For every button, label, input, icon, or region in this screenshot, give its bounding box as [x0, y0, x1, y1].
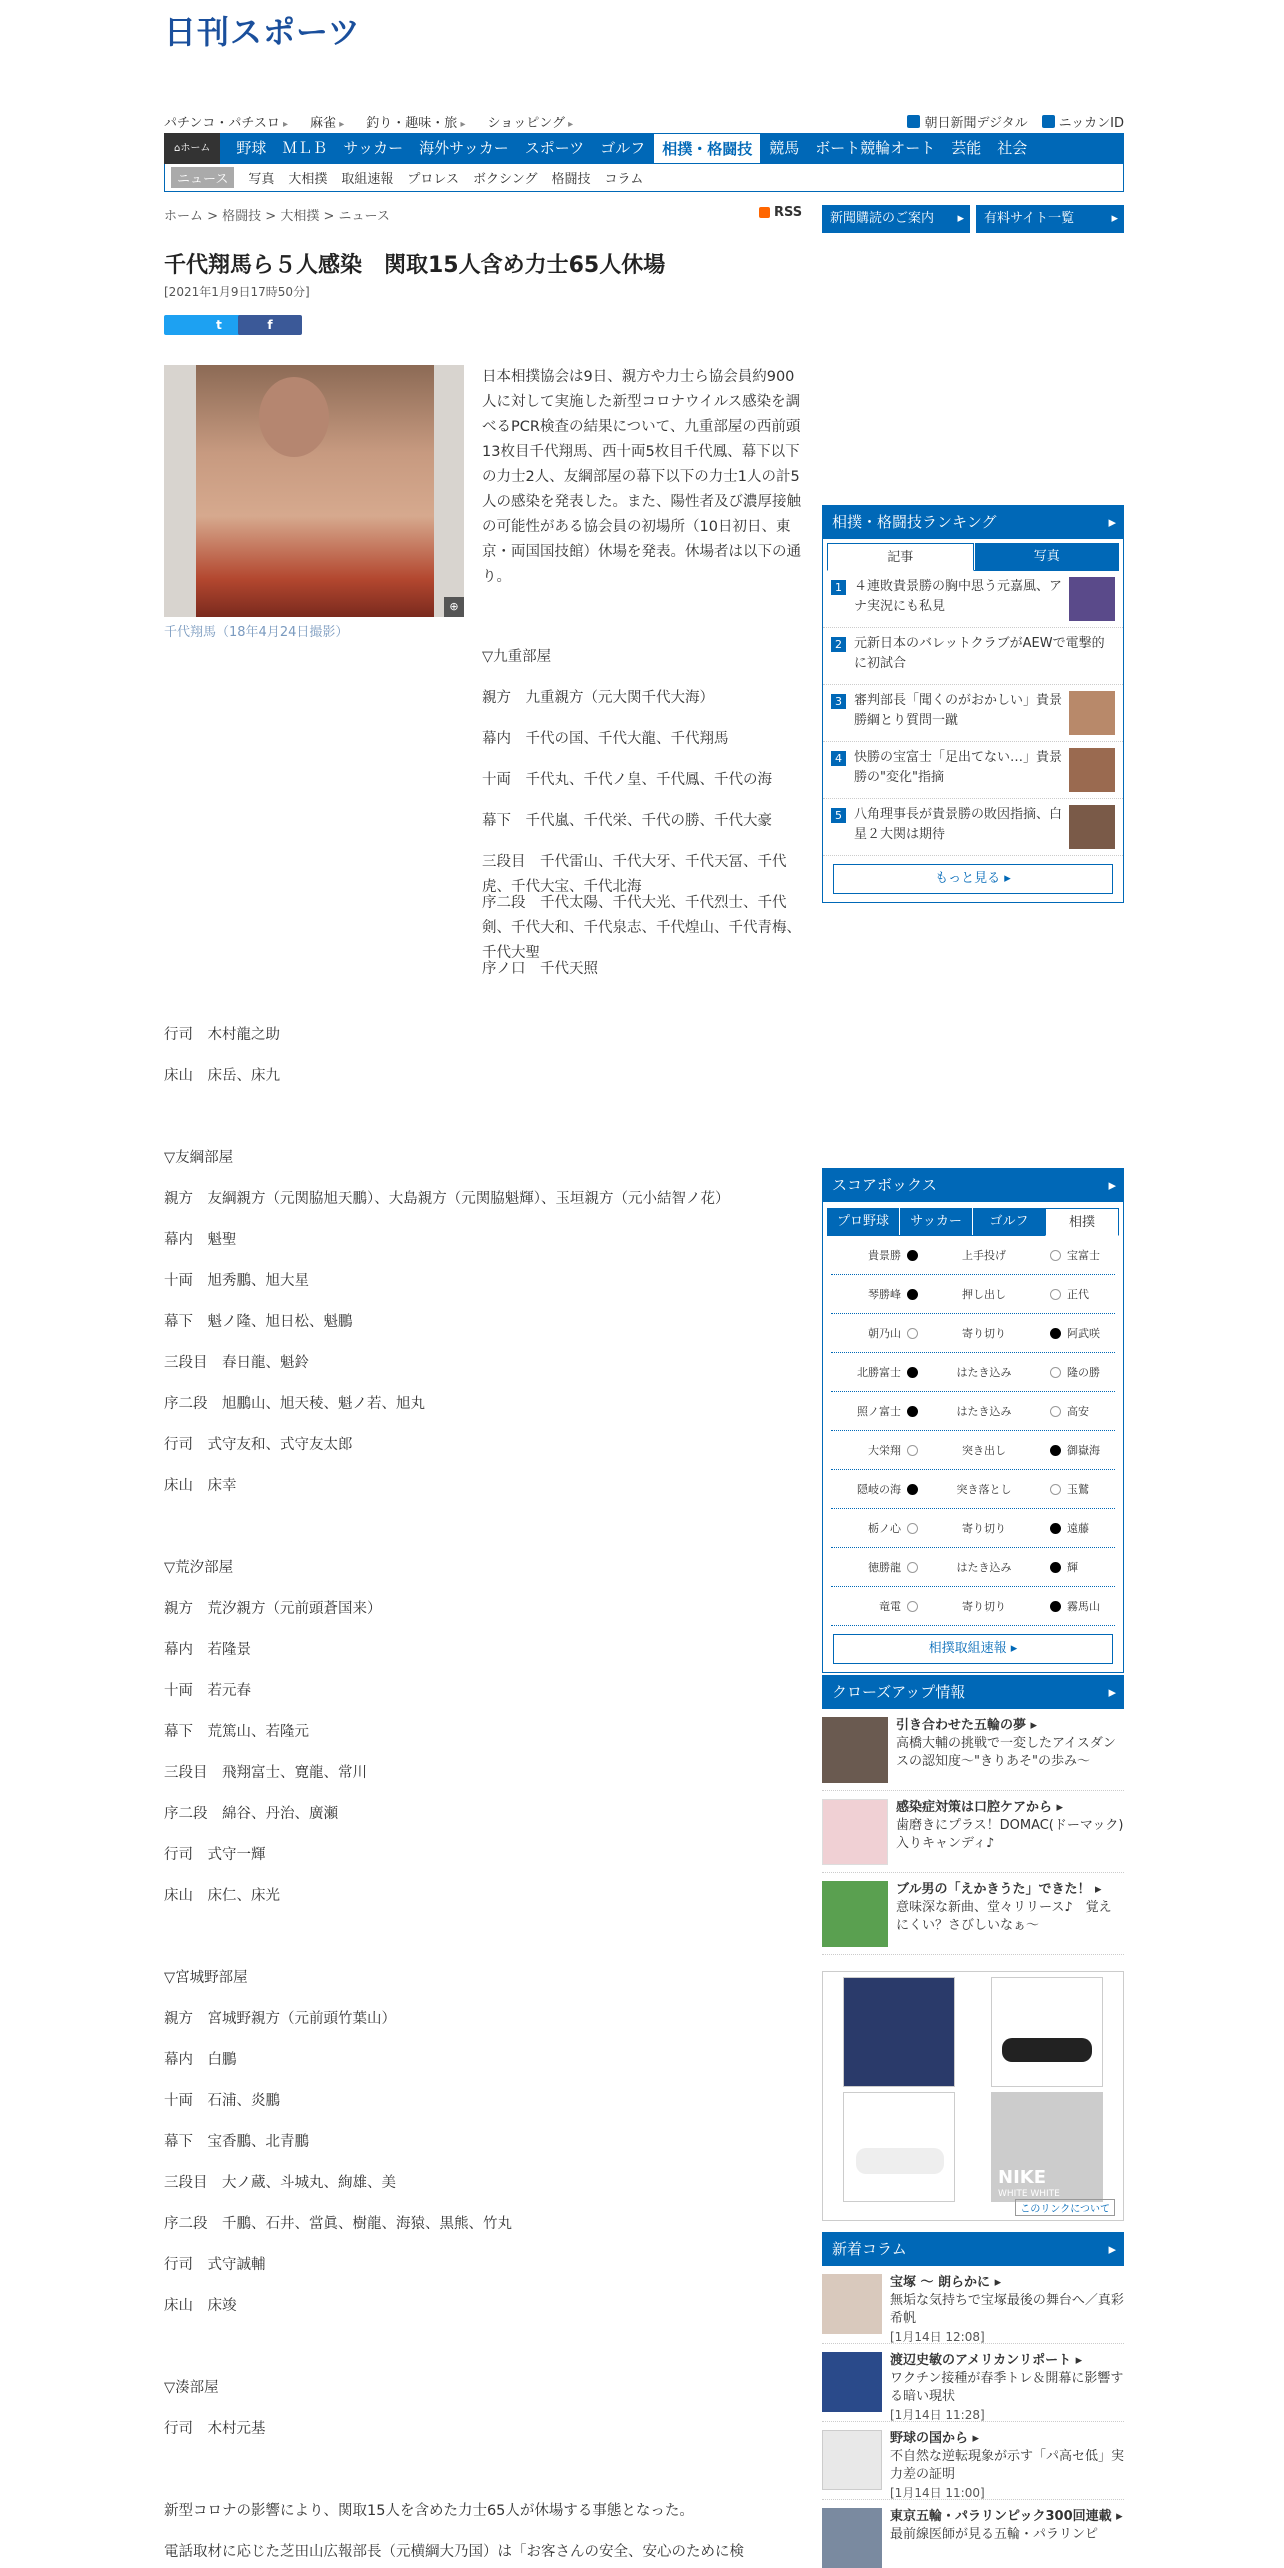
subnav-item[interactable]: プロレス [407, 172, 460, 187]
article-paragraph: 三段目 飛翔富士、寛龍、常川 [164, 1765, 367, 1781]
scorebox-title: スコアボックス ▸ [822, 1168, 1124, 1202]
result-dot-icon [907, 1367, 918, 1378]
id-icon [1042, 115, 1055, 128]
closeup-item[interactable]: ブル男の「えかきうた」できた！ ▸ 意味深な新曲、堂々リリース♪ 覚えにくい？さびしいなぁ～ [822, 1873, 1124, 1955]
result-dot-icon [1050, 1289, 1061, 1300]
nav-item[interactable]: サッカー [343, 139, 404, 157]
article-paragraph: 十両 千代丸、千代ノ皇、千代鳳、千代の海 [482, 772, 772, 788]
tab-soccer[interactable]: サッカー [899, 1208, 972, 1235]
subnav-item[interactable]: 大相撲 [288, 172, 328, 187]
east-wrestler: 朝乃山 [868, 1327, 901, 1340]
result-dot-icon [907, 1406, 918, 1417]
ranking-item[interactable]: 2 元新日本のバレットクラブがAEWで電撃的に初試合 [823, 628, 1123, 685]
article-paragraph: 幕下 荒篤山、若隆元 [164, 1724, 309, 1740]
result-dot-icon [907, 1250, 918, 1261]
article-paragraph: 行司 式守一輝 [164, 1847, 266, 1863]
bout-row[interactable] [831, 1509, 1115, 1548]
kimarite: 突き出し [962, 1444, 1006, 1457]
east-wrestler: 照ノ富士 [857, 1405, 901, 1418]
util-link[interactable]: 釣り・趣味・旅 ▸ [366, 112, 465, 131]
east-wrestler: 琴勝峰 [868, 1288, 901, 1301]
article-paragraph: 十両 旭秀鵬、旭大星 [164, 1273, 309, 1289]
article-paragraph: ▽友綱部屋 [164, 1150, 234, 1166]
east-wrestler: 大栄翔 [868, 1444, 901, 1457]
closeup-item[interactable]: 感染症対策は口腔ケアから ▸ 歯磨きにプラス！DOMAC(ドーマック)入りキャンディ♪ [822, 1791, 1124, 1873]
column-item[interactable]: 宝塚 ～ 朗らかに ▸ 無垢な気持ちで宝塚最後の舞台へ／真彩希帆 [1月14日 12:08] [822, 2266, 1124, 2344]
result-dot-icon [1050, 1250, 1061, 1261]
result-dot-icon [1050, 1562, 1061, 1573]
site-logo[interactable]: 日刊スポーツ [164, 13, 361, 51]
nav-item[interactable]: 社会 [997, 139, 1028, 157]
article-paragraph: 幕内 白鵬 [164, 2052, 237, 2068]
article-paragraph: ▽宮城野部屋 [164, 1970, 248, 1986]
article-paragraph: ▽九重部屋 [482, 649, 552, 665]
tab-golf[interactable]: ゴルフ [972, 1208, 1045, 1235]
article-paragraph: 幕内 若隆景 [164, 1642, 251, 1658]
subnav-item[interactable]: 格闘技 [551, 172, 591, 187]
article-paragraph: 幕下 魁ノ隆、旭日松、魁鵬 [164, 1314, 353, 1330]
kimarite: はたき込み [956, 1561, 1012, 1574]
kimarite: 突き落とし [956, 1483, 1012, 1496]
ranking-title[interactable]: 相撲・格闘技ランキング ▸ [822, 505, 1124, 539]
article-paragraph: 行司 式守友和、式守友太郎 [164, 1437, 353, 1453]
article-paragraph: 床山 床仁、床光 [164, 1888, 280, 1904]
article-paragraph: 親方 荒汐親方（元前頭蒼国来） [164, 1601, 382, 1617]
nav-item[interactable]: 野球 [236, 139, 267, 157]
west-wrestler: 隆の勝 [1067, 1366, 1100, 1379]
nav-item[interactable]: ゴルフ [600, 139, 646, 157]
kimarite: 寄り切り [962, 1522, 1006, 1535]
nav-item-active[interactable]: 相撲・格闘技 [653, 133, 761, 164]
closeup-title: クローズアップ情報 ▸ [822, 1675, 1124, 1709]
west-wrestler: 遠藤 [1067, 1522, 1089, 1535]
east-wrestler: 栃ノ心 [868, 1522, 901, 1535]
kimarite: 押し出し [962, 1288, 1006, 1301]
article-paragraph: 三段目 大ノ蔵、斗城丸、絢雄、美 [164, 2175, 396, 2191]
util-link[interactable]: パチンコ・パチスロ ▸ [164, 112, 288, 131]
result-dot-icon [907, 1562, 918, 1573]
sumo-results-button[interactable]: 相撲取組速報 ▸ [833, 1634, 1113, 1664]
article-paragraph: 行司 木村龍之助 [164, 1027, 280, 1043]
nav-item[interactable]: 海外サッカー [419, 139, 509, 157]
bout-row[interactable] [831, 1353, 1115, 1392]
columns-title[interactable]: 新着コラム ▸ [822, 2232, 1124, 2266]
article-paragraph: 幕内 魁聖 [164, 1232, 237, 1248]
kimarite: はたき込み [956, 1405, 1012, 1418]
result-dot-icon [1050, 1367, 1061, 1378]
west-wrestler: 宝富士 [1067, 1249, 1100, 1262]
result-dot-icon [1050, 1601, 1061, 1612]
east-wrestler: 竜電 [879, 1600, 901, 1613]
west-wrestler: 霧馬山 [1067, 1600, 1100, 1613]
article-paragraph: 三段目 春日龍、魁鈴 [164, 1355, 309, 1371]
bout-row[interactable] [831, 1470, 1115, 1509]
result-dot-icon [907, 1484, 918, 1495]
article-paragraph: ▽荒汐部屋 [164, 1560, 234, 1576]
closeup-item[interactable]: 引き合わせた五輪の夢 ▸ 高橋大輔の挑戦で一変したアイスダンスの認知度～"きりあそ"の歩み～ [822, 1709, 1124, 1791]
ranking-more-button[interactable]: もっと見る ▸ [833, 864, 1113, 894]
kimarite: 寄り切り [962, 1327, 1006, 1340]
west-wrestler: 御嶽海 [1067, 1444, 1100, 1457]
article-paragraph: 序二段 千鵬、石井、當眞、樹龍、海猿、黒熊、竹丸 [164, 2216, 512, 2232]
columns-box [822, 2232, 1124, 2568]
bout-row[interactable] [831, 1392, 1115, 1431]
ad-info-link[interactable]: このリンクについて [1015, 2199, 1115, 2216]
article-paragraph: 十両 石浦、炎鵬 [164, 2093, 280, 2109]
article-paragraph: 親方 友綱親方（元関脇旭天鵬）、大島親方（元関脇魁輝）、玉垣親方（元小結智ノ花） [164, 1191, 730, 1207]
ranking-box [822, 505, 1124, 903]
twitter-icon: t [216, 318, 222, 332]
scorebox [822, 1168, 1124, 1673]
tab-baseball[interactable]: プロ野球 [827, 1208, 899, 1235]
ranking-item[interactable]: 3 審判部長「聞くのがおかしい」貴景勝綱とり質問一蹴 [823, 685, 1123, 742]
column-item[interactable]: 野球の国から ▸ 不自然な逆転現象が示す「パ高セ低」実力差の証明 [1月14日 11:00] [822, 2422, 1124, 2500]
subnav-item[interactable]: 写真 [248, 172, 275, 187]
east-wrestler: 隠岐の海 [857, 1483, 901, 1496]
article-paragraph: 序二段 千代太陽、千代大光、千代烈士、千代剣、千代大和、千代泉志、千代煌山、千代青梅、千代大聖 [482, 895, 801, 961]
bout-row[interactable] [831, 1548, 1115, 1587]
facebook-icon: f [267, 318, 273, 332]
nav-home[interactable]: ⌂ホーム [164, 133, 220, 164]
photo-head [259, 377, 329, 457]
nav-item[interactable]: 競馬 [769, 139, 800, 157]
photo-caption: 千代翔馬（18年4月24日撮影） [164, 625, 349, 640]
tab-articles[interactable]: 記事 [827, 543, 974, 571]
article-paragraph: 親方 宮城野親方（元前頭竹葉山） [164, 2011, 396, 2027]
article-paragraph: 十両 若元春 [164, 1683, 251, 1699]
article-paragraph: 床山 床岳、床九 [164, 1068, 280, 1084]
result-dot-icon [907, 1289, 918, 1300]
rss-link[interactable]: RSS [759, 205, 802, 220]
nav-item[interactable]: スポーツ [524, 139, 585, 157]
east-wrestler: 北勝富士 [857, 1366, 901, 1379]
result-dot-icon [1050, 1328, 1061, 1339]
paid-sites-button[interactable]: 有料サイト一覧 ▸ [976, 205, 1124, 233]
result-dot-icon [1050, 1445, 1061, 1456]
bout-row[interactable] [831, 1431, 1115, 1470]
subnav-item-active[interactable]: ニュース [171, 167, 234, 188]
subnav-item[interactable]: ボクシング [473, 172, 538, 187]
article-paragraph: 幕内 千代の国、千代大龍、千代翔馬 [482, 731, 729, 747]
bout-row[interactable] [831, 1275, 1115, 1314]
result-dot-icon [907, 1328, 918, 1339]
west-wrestler: 高安 [1067, 1405, 1089, 1418]
article-paragraph: 親方 九重親方（元大関千代大海） [482, 690, 714, 706]
result-dot-icon [907, 1445, 918, 1456]
nav-item[interactable]: 芸能 [951, 139, 982, 157]
result-dot-icon [907, 1601, 918, 1612]
ranking-item[interactable]: 1 ４連敗貴景勝の胸中思う元嘉風、アナ実況にも私見 [823, 571, 1123, 628]
kimarite: 上手投げ [962, 1249, 1006, 1262]
article-paragraph: ▽湊部屋 [164, 2380, 219, 2396]
west-wrestler: 阿武咲 [1067, 1327, 1100, 1340]
result-dot-icon [1050, 1406, 1061, 1417]
facebook-share-button[interactable] [238, 315, 302, 335]
column-item[interactable]: 東京五輪・パラリンピック300回連載 ▸ 最前線医師が見る五輪・パラリンピ [822, 2500, 1124, 2568]
article-lead: 日本相撲協会は9日、親方や力士ら協会員約900人に対して実施した新型コロナウイルス感染を調べるPCR検査の結果について、九重部屋の西前頭13枚目千代翔馬、西十両5枚目千代鳳、幕下以下の力士2人、友綱部屋の幕下以下の力士1人の計5人の感染を発表した。また、陽性者及び濃厚接触の可能性がある協会員の初場所（10日初日、東京・両国国技館）休場を発表。休場者は以下の通り。 [482, 369, 801, 585]
article-paragraph: 幕下 千代嵐、千代栄、千代の勝、千代大豪 [482, 813, 772, 829]
subnav-item[interactable]: 取組速報 [341, 172, 394, 187]
west-wrestler: 輝 [1067, 1561, 1078, 1574]
bout-row[interactable] [831, 1314, 1115, 1353]
west-wrestler: 玉鷲 [1067, 1483, 1089, 1496]
article-paragraph: 三段目 千代雷山、千代大牙、千代天冨、千代虎、千代大宝、千代北海 [482, 854, 787, 895]
tab-photos[interactable]: 写真 [974, 543, 1120, 570]
sub-nav [164, 164, 1124, 192]
article-paragraph: 序二段 旭鵬山、旭天稜、魁ノ若、旭丸 [164, 1396, 425, 1412]
bout-row[interactable] [831, 1236, 1115, 1275]
result-dot-icon [907, 1523, 918, 1534]
article-date: [2021年1月9日17時50分] [164, 285, 310, 299]
closeup-box [822, 1675, 1124, 2221]
kimarite: はたき込み [956, 1366, 1012, 1379]
bout-row[interactable] [831, 1587, 1115, 1626]
article-paragraph: 序ノ口 千代天照 [482, 961, 598, 977]
article-paragraph: 行司 木村元基 [164, 2421, 266, 2437]
util-link[interactable]: 麻雀 ▸ [310, 112, 344, 131]
column-item[interactable]: 渡辺史敏のアメリカンリポート ▸ ワクチン接種が春季トレ＆開幕に影響する暗い現状 [1月14日 11:28] [822, 2344, 1124, 2422]
rss-icon [759, 207, 770, 218]
utility-bar [164, 112, 1124, 132]
article-paragraph: 行司 式守誠輔 [164, 2257, 266, 2273]
global-nav [164, 133, 1124, 164]
tab-sumo[interactable]: 相撲 [1045, 1208, 1119, 1236]
article-title: 千代翔馬ら５人感染 関取15人含め力士65人休場 [164, 253, 666, 278]
east-wrestler: 徳勝龍 [868, 1561, 901, 1574]
nav-item[interactable]: ＭＬＢ [282, 139, 328, 157]
article-paragraph: 床山 床幸 [164, 1478, 237, 1494]
article-paragraph: 床山 床竣 [164, 2298, 237, 2314]
article-paragraph: 序二段 綿谷、丹治、廣瀬 [164, 1806, 338, 1822]
result-dot-icon [1050, 1523, 1061, 1534]
east-wrestler: 貴景勝 [868, 1249, 901, 1262]
breadcrumb[interactable]: ホーム > 格闘技 > 大相撲 > ニュース [164, 209, 390, 224]
article-paragraph: 幕下 宝香鵬、北青鵬 [164, 2134, 309, 2150]
kimarite: 寄り切り [962, 1600, 1006, 1613]
ad-sub-text: WHITE WHITE [998, 2189, 1060, 2199]
article-photo[interactable] [164, 365, 464, 617]
ad-brand-text: NIKE [998, 2167, 1047, 2188]
ad-banner[interactable] [822, 1971, 1124, 2221]
asahi-link[interactable]: 朝日新聞デジタル [907, 112, 1027, 131]
article-paragraph: 電話取材に応じた芝田山広報部長（元横綱大乃国）は「お客さんの安全、安心のために検 [164, 2544, 744, 2560]
west-wrestler: 正代 [1067, 1288, 1089, 1301]
nav-item[interactable]: ボート競輪オート [815, 139, 936, 157]
result-dot-icon [1050, 1484, 1061, 1495]
subnav-item[interactable]: コラム [604, 172, 644, 187]
ranking-item[interactable]: 4 快勝の宝富士「足出てない…」貴景勝の"変化"指摘 [823, 742, 1123, 799]
asahi-icon [907, 115, 920, 128]
zoom-icon[interactable]: ⊕ [444, 597, 464, 617]
subscribe-button[interactable]: 新聞購読のご案内 ▸ [822, 205, 970, 233]
util-link[interactable]: ショッピング ▸ [487, 112, 573, 131]
nikkan-id-link[interactable]: ニッカンID [1042, 112, 1124, 131]
ranking-item[interactable]: 5 八角理事長が貴景勝の敗因指摘、白星２大関は期待 [823, 799, 1123, 856]
article-paragraph: 新型コロナの影響により、関取15人を含めた力士65人が休場する事態となった。 [164, 2503, 694, 2519]
